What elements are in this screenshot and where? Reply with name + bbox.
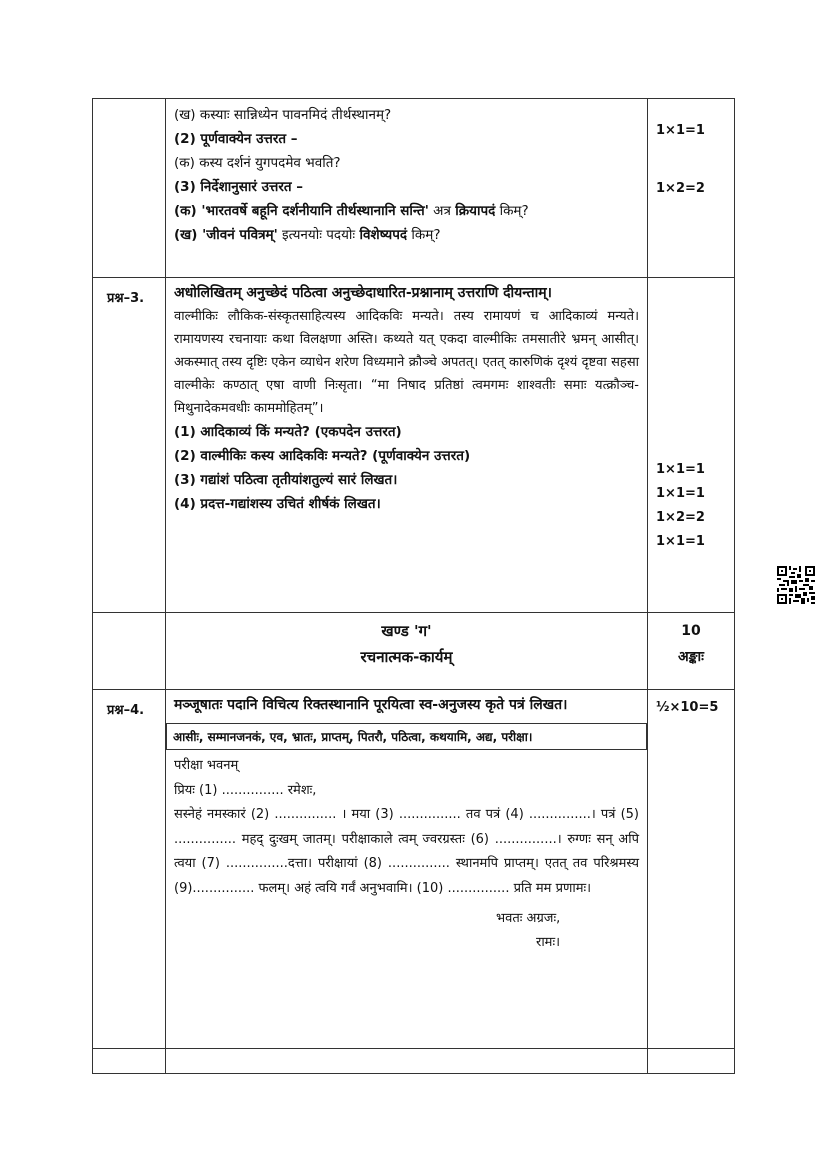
question-number-cell [93,99,166,278]
bold-text: (ख) 'जीवनं पवित्रम्' [174,227,278,243]
sub-question: (2) वाल्मीकिः कस्य आदिकविः मन्यते? (पूर्णवाक्येन उत्तरत) [174,448,471,464]
question-number-cell [93,613,166,690]
sub-question: (1) आदिकाव्यं किं मन्यते? (एकपदेन उत्तरत) [174,424,402,440]
question-body-cell [166,690,648,1049]
table-row [93,690,735,1049]
empty-cell [166,1049,648,1074]
passage-text: वाल्मीकिः लौकिक-संस्कृतसाहित्यस्य आदिकविः मन्यते। तस्य रामायणं च आदिकाव्यं मन्यते। रामायणस्य रचनायाः कथा विलक्षणा अस्ति। कथ्यते यत् एकदा वाल्मीकिः तमसातीरे भ्रमन् आसीत्। अकस्मात् तस्य दृष्टिः एकेन व्याधेन शरेण विध्यमाने क्रौञ्चे अपतत्। एतत् कारुणिकं दृश्यं दृष्टवा सहसा वाल्मीकेः कण्ठात् एषा वाणी निःसृता। “मा निषाद प्रतिष्ठां त्वमगमः शाश्वतीः समाः यत्क्रौञ्च-मिथुनादेकमवधीः काममोहितम्”। [174,309,639,416]
question-line [174,199,639,223]
marks-cell [648,278,735,613]
question-line: (2) पूर्णवाक्येन उत्तरत – [174,131,298,147]
letter-signature: रामः। [536,935,561,950]
marks-value: 1×1=1 [656,123,705,138]
letter-signoff: भवतः अग्रजः, [496,911,561,926]
section-subtitle: रचनात्मक-कार्यम् [360,648,453,666]
word-box: आसीः, सम्मानजनकं, एव, भ्रातः, प्राप्तम्, पितरौ, पठित्वा, कथयामि, अद्य, परीक्षा। [166,723,647,750]
question-heading: मञ्जूषातः पदानि विचित्य रिक्तस्थानानि पूरयित्वा स्व-अनुजस्य कृते पत्रं लिखत। [174,697,568,713]
question-heading: अधोलिखितम् अनुच्छेदं पठित्वा अनुच्छेदाधारित-प्रश्नानाम् उत्तराणि दीयन्ताम्। [174,285,552,301]
empty-cell [648,1049,735,1074]
question-line [174,223,639,247]
bold-text: (क) 'भारतवर्षे बहूनि दर्शनीयानि तीर्थस्थानानि सन्ति' [174,203,429,219]
plain-text: किम्? [407,227,441,243]
table-row [93,613,735,690]
table-row [93,99,735,278]
bold-text: क्रियापदं [455,203,496,219]
marks-cell [648,690,735,1049]
question-body-cell [166,278,648,613]
plain-text: अत्र [428,203,456,219]
letter-line: प्रियः (1) ............... रमेशः, [174,782,317,798]
empty-cell [93,1049,166,1074]
bold-text: विशेष्यपदं [359,227,408,243]
plain-text: इत्यनयोः पदयोः [277,227,360,243]
marks-cell [648,99,735,278]
question-number: प्रश्न–4. [93,690,166,1049]
marks-value: ½×10=5 [656,700,719,715]
question-line: (क) कस्य दर्शनं युगपदमेव भवति? [174,155,341,171]
marks-value: 1×2=2 [656,181,705,196]
question-number: प्रश्न–3. [93,278,166,613]
marks-value: 1×1=1 [656,534,705,549]
question-table [92,98,735,1074]
question-line: (ख) कस्याः सान्निध्येन पावनमिदं तीर्थस्थानम्? [174,107,392,123]
table-row [93,1049,735,1074]
marks-label: अङ्काः [677,649,704,665]
question-body-cell [166,99,648,278]
plain-text: किम्? [495,203,529,219]
marks-value: 1×1=1 [656,486,705,501]
sub-question: (4) प्रदत्त-गद्यांशस्य उचितं शीर्षकं लिखत। [174,496,381,512]
sub-question: (3) गद्यांशं पठित्वा तृतीयांशतुल्यं सारं लिखत। [174,472,398,488]
marks-value: 1×2=2 [656,510,705,525]
question-line: (3) निर्देशानुसारं उत्तरत – [174,179,303,195]
total-marks: 10 [681,623,701,639]
letter-body: सस्नेहं नमस्कारं (2) ............... । मया (3) ............... तव पत्रं (4) ...............। पत्रं (5) ............... महद् दुःखम् जातम्। परीक्षाकाले त्वम् ज्वरग्रस्तः (6) ...............। रुग्णः सन् अपि त्वया (7) ...............दत्ता। परीक्षायां (8) ............... स्थानमपि प्राप्तम्। एतत् तव परिश्रमस्य (9)............... फलम्। अहं त्वयि गर्वं अनुभवामि। (10) ............... प्रति मम प्रणामः। [174,807,639,896]
qr-code-icon [777,566,815,604]
section-heading-cell [166,613,648,690]
section-title: खण्ड 'ग' [381,622,432,640]
table-row [93,278,735,613]
marks-cell [648,613,735,690]
letter-line: परीक्षा भवनम् [174,758,239,773]
marks-value: 1×1=1 [656,462,705,477]
